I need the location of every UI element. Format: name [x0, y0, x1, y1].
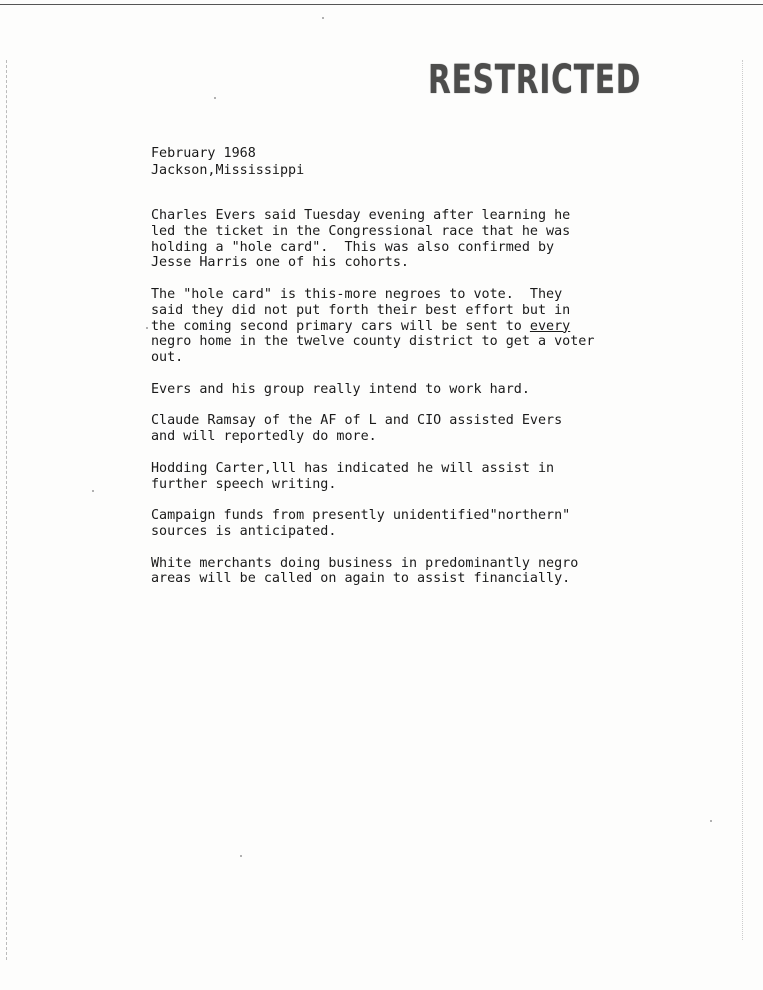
paragraph-line: Jesse Harris one of his cohorts.	[151, 255, 409, 271]
scan-speck	[92, 490, 94, 492]
restricted-stamp: RESTRICTED	[428, 56, 642, 103]
paragraph-line: holding a "hole card". This was also confirmed by	[151, 239, 555, 255]
paragraph-line: Charles Evers said Tuesday evening after learning he	[151, 208, 571, 223]
paragraph-4	[151, 413, 631, 445]
paragraph-7	[151, 556, 631, 588]
page-left-edge	[6, 60, 8, 960]
paragraph-line: Claude Ramsay of the AF of L and CIO assisted Evers	[151, 413, 563, 429]
page-top-edge	[0, 4, 763, 5]
paragraph-line: further speech writing.	[151, 476, 337, 492]
underlined-word-every: every	[529, 318, 571, 334]
memo-body	[151, 208, 631, 603]
memo-header	[151, 146, 304, 179]
scan-speck	[214, 97, 216, 99]
paragraph-line: and will reportedly do more.	[151, 429, 377, 445]
paragraph-6	[151, 508, 631, 540]
scan-speck	[710, 820, 712, 822]
paragraph-line: Evers and his group really intend to work hard.	[151, 381, 530, 397]
memo-date: February 1968	[151, 146, 256, 161]
memo-location: Jackson,Mississippi	[151, 162, 305, 178]
paragraph-line: sources is anticipated.	[151, 523, 337, 539]
paragraph-5	[151, 461, 631, 493]
scan-speck	[240, 855, 242, 857]
paragraph-line: out.	[151, 350, 184, 366]
paragraph-line: The "hole card" is this-more negroes to vote. They	[151, 286, 563, 302]
paragraph-line: areas will be called on again to assist financially.	[151, 571, 571, 587]
paragraph-line: led the ticket in the Congressional race that he was	[151, 223, 571, 239]
paragraph-line: White merchants doing business in predominantly negro	[151, 555, 579, 571]
paragraph-line: Campaign funds from presently unidentified"northern"	[151, 508, 571, 524]
paragraph-line: said they did not put forth their best effort but in	[151, 302, 571, 318]
paragraph-line-with-underline	[151, 319, 631, 335]
paragraph-line: Hodding Carter,lll has indicated he will assist in	[151, 460, 555, 476]
paragraph-line-text: the coming second primary cars will be sent to	[151, 318, 530, 334]
scan-speck	[146, 327, 148, 329]
scan-speck	[322, 17, 324, 19]
paragraph-2	[151, 287, 631, 366]
paragraph-3	[151, 382, 631, 398]
page-right-edge	[742, 60, 744, 940]
paragraph-line: negro home in the twelve county district to get a voter	[151, 334, 595, 350]
paragraph-1	[151, 208, 631, 271]
